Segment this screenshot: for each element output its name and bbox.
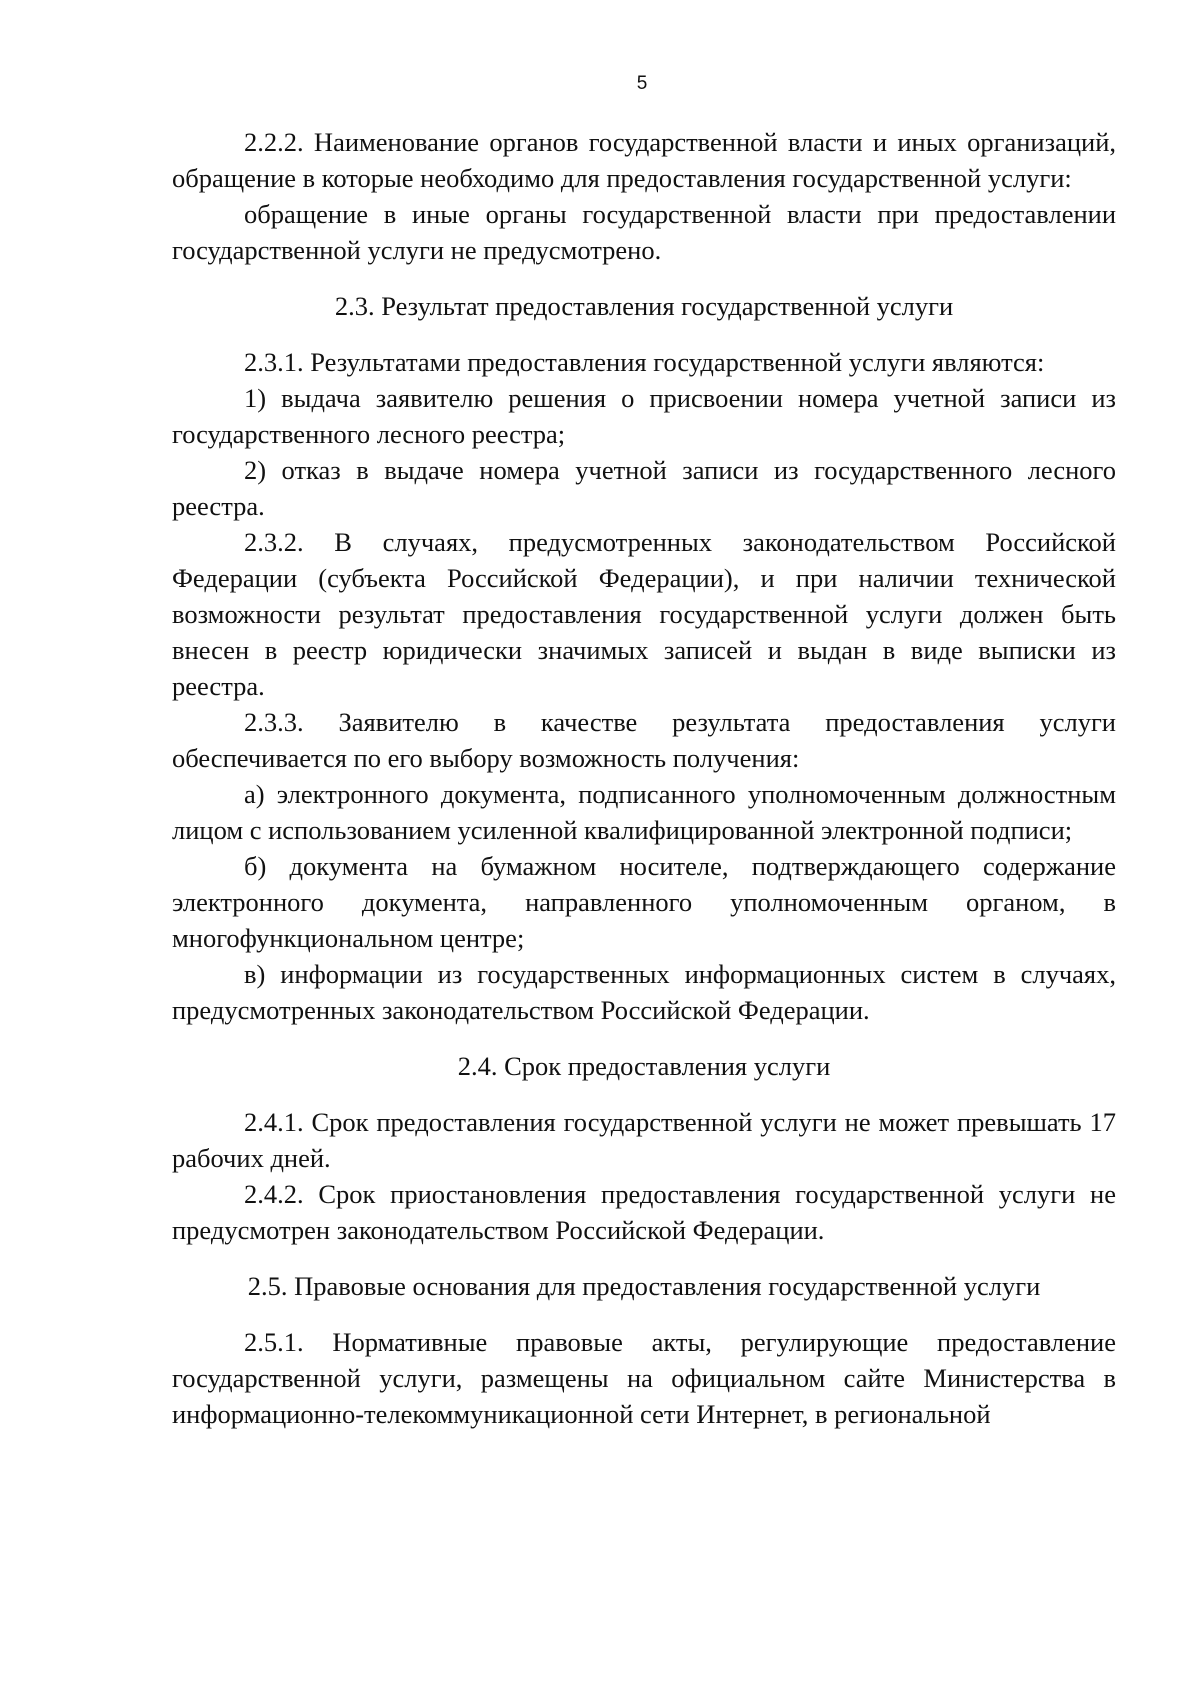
paragraph-2-4-1: 2.4.1. Срок предоставления государственной услуги не может превышать 17 рабочих дней. — [172, 1107, 1116, 1173]
section-heading-2-4: 2.4. Срок предоставления услуги — [457, 1051, 831, 1081]
page-number: 5 — [636, 73, 648, 94]
paragraph-2-5-1: 2.5.1. Нормативные правовые акты, регулирующие предоставление государственной услуги, размещены на официальном сайте Министерства в информационно-телекоммуникационной сети Интернет, в региональной — [172, 1327, 1116, 1429]
list-item-2-3-3-a: а) электронного документа, подписанного уполномоченным должностным лицом с использованием усиленной квалифицированной электронной подписи; — [172, 779, 1116, 845]
list-item-2-3-3-v: в) информации из государственных информационных систем в случаях, предусмотренных законодательством Российской Федерации. — [172, 959, 1116, 1025]
document-body — [172, 124, 1116, 1432]
paragraph-2-3-1: 2.3.1. Результатами предоставления государственной услуги являются: — [244, 347, 1045, 377]
paragraph-2-2-2-detail: обращение в иные органы государственной власти при предоставлении государственной услуги не предусмотрено. — [172, 199, 1116, 265]
paragraph-2-3-2: 2.3.2. В случаях, предусмотренных законодательством Российской Федерации (субъекта Российской Федерации), и при наличии технической возможности результат предоставления государственной услуги должен быть внесен в реестр юридически значимых записей и выдан в виде выписки из реестра. — [172, 527, 1116, 701]
list-item-2-3-3-b: б) документа на бумажном носителе, подтверждающего содержание электронного документа, направленного уполномоченным органом, в многофункциональном центре; — [172, 851, 1116, 953]
paragraph-2-4-2: 2.4.2. Срок приостановления предоставления государственной услуги не предусмотрен законодательством Российской Федерации. — [172, 1179, 1116, 1245]
paragraph-2-3-3: 2.3.3. Заявителю в качестве результата предоставления услуги обеспечивается по его выбору возможность получения: — [172, 707, 1116, 773]
list-item-2-3-1-2: 2) отказ в выдаче номера учетной записи из государственного лесного реестра. — [172, 455, 1116, 521]
section-heading-2-5: 2.5. Правовые основания для предоставления государственной услуги — [247, 1271, 1041, 1301]
section-heading-2-3: 2.3. Результат предоставления государственной услуги — [334, 291, 954, 321]
list-item-2-3-1-1: 1) выдача заявителю решения о присвоении номера учетной записи из государственного лесного реестра; — [172, 383, 1116, 449]
paragraph-2-2-2: 2.2.2. Наименование органов государственной власти и иных организаций, обращение в которые необходимо для предоставления государственной услуги: — [172, 127, 1116, 193]
